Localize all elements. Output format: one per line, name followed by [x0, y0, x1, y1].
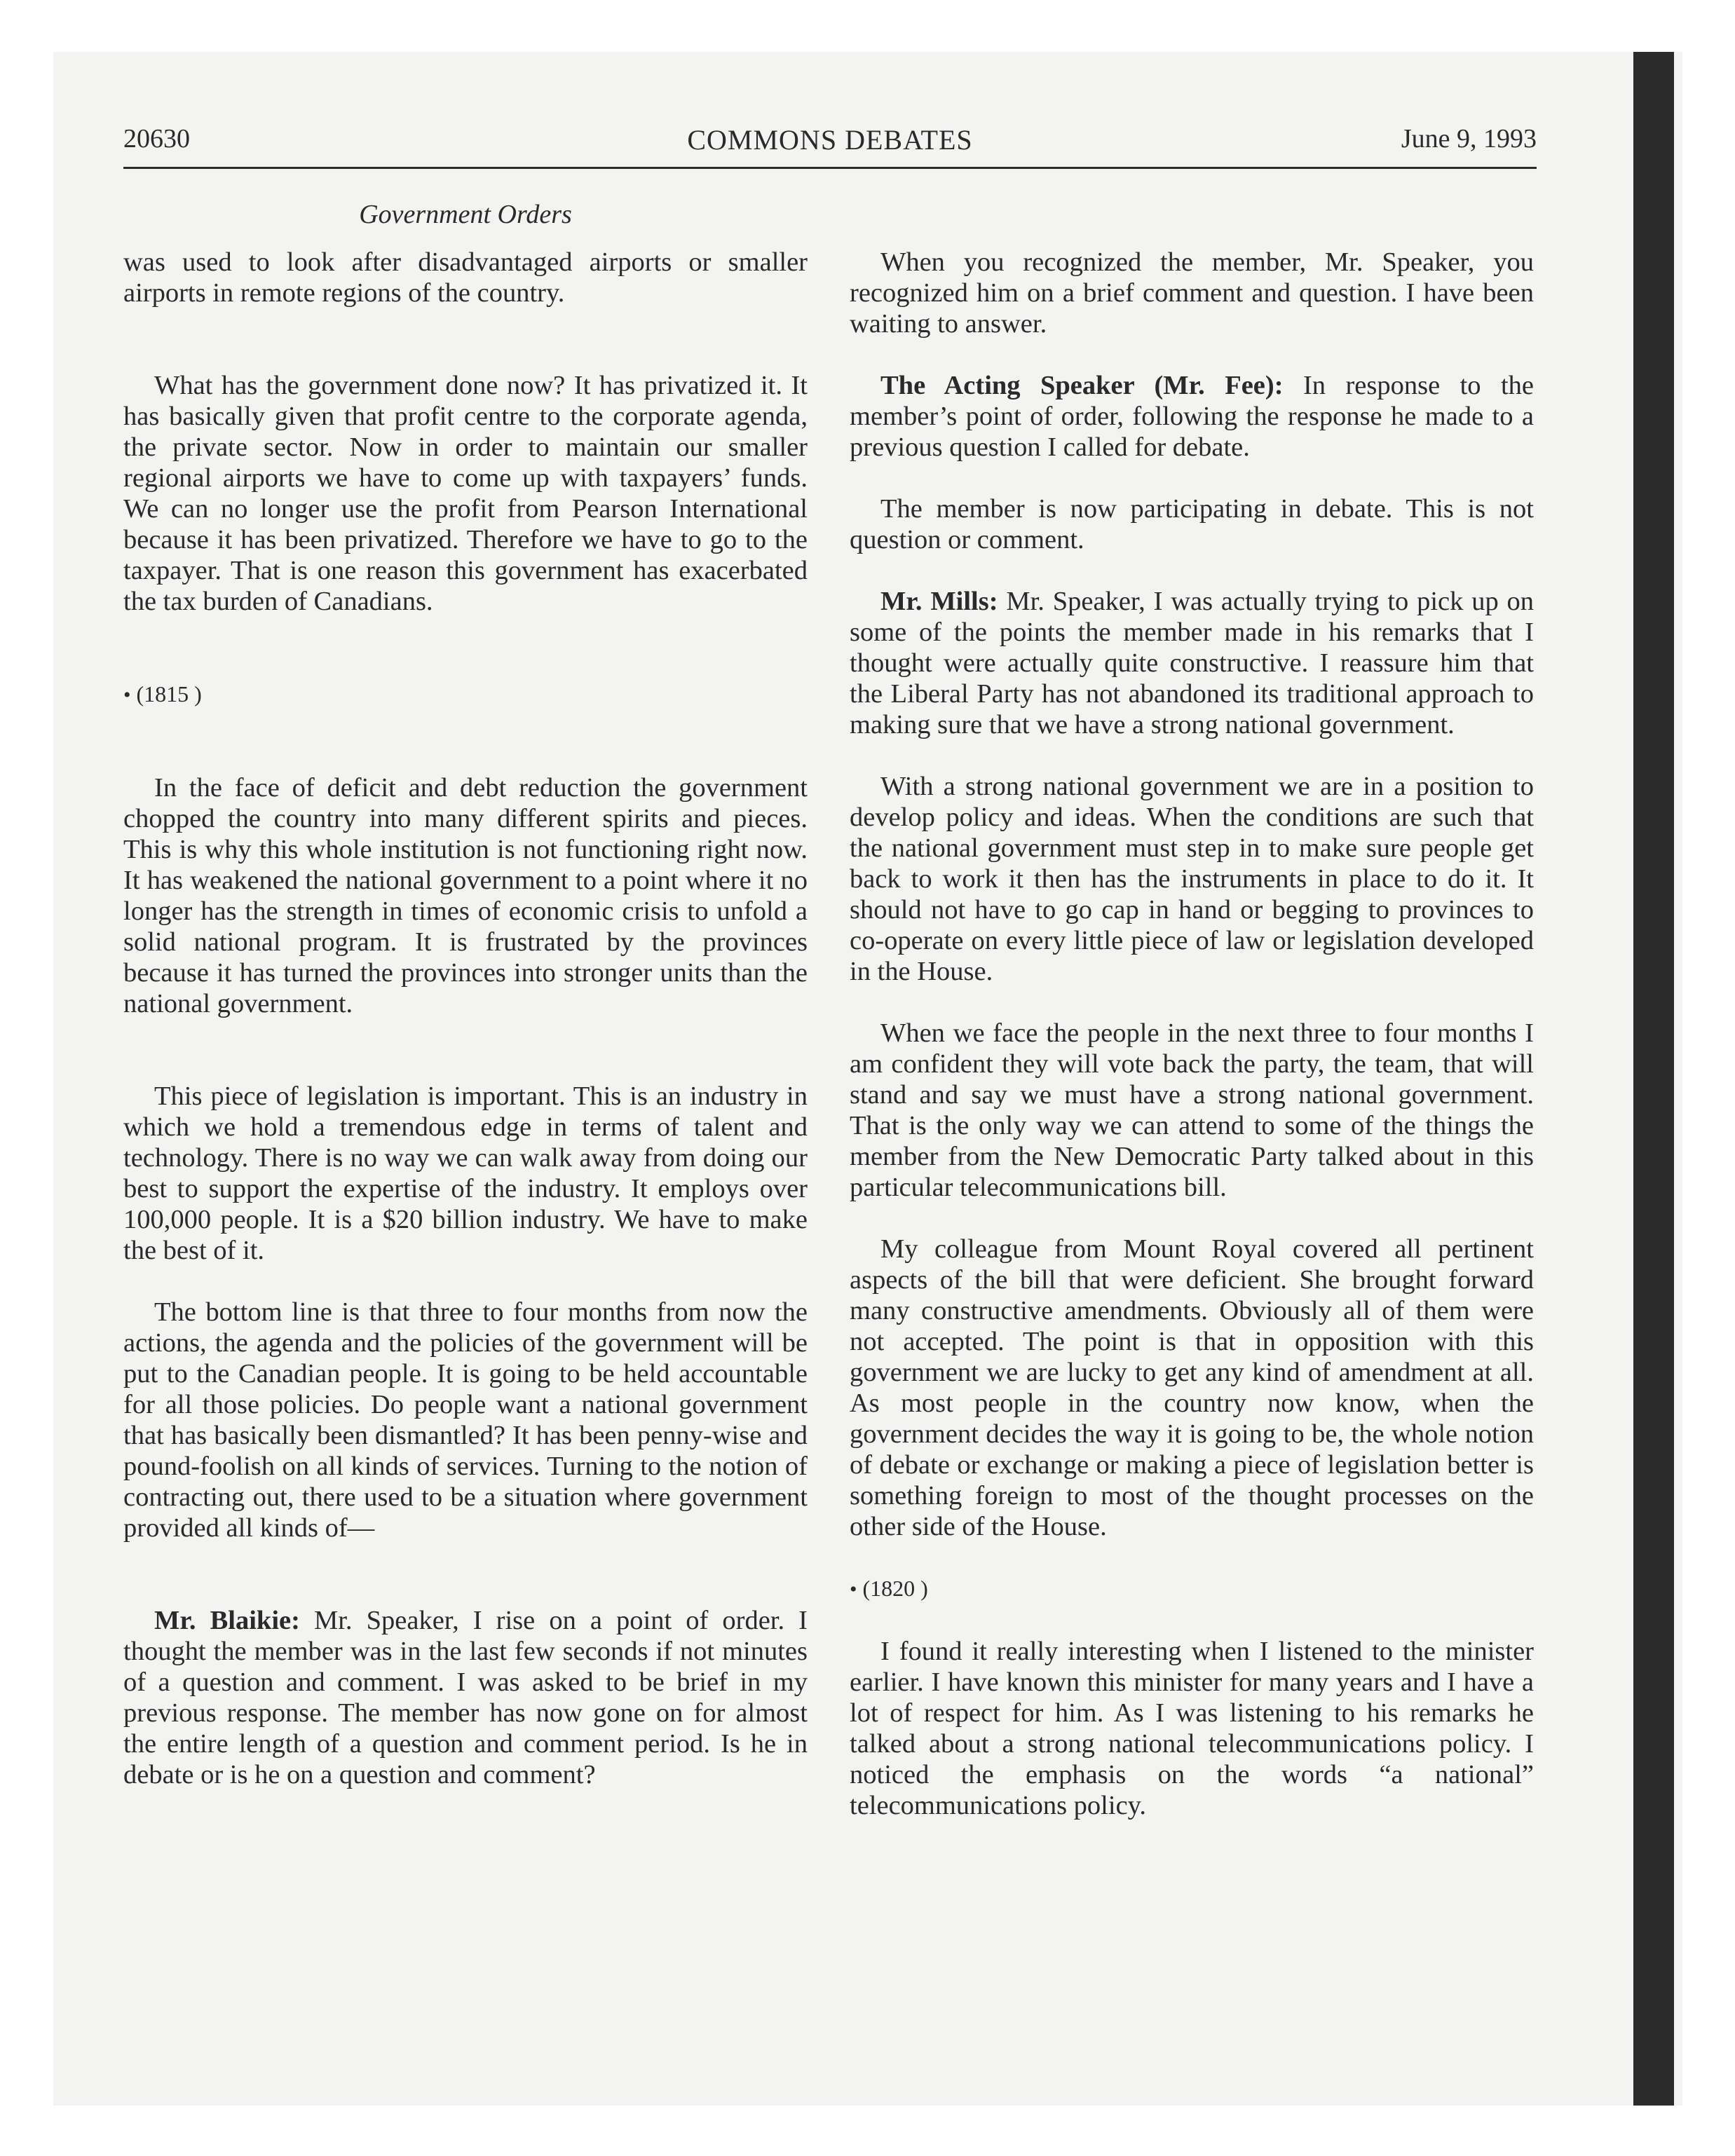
- bullet-icon: •: [850, 1578, 857, 1601]
- speaker-name: Mr. Blaikie:: [154, 1606, 300, 1635]
- time-marker-label: (1815 ): [136, 681, 202, 707]
- left-column: [123, 247, 808, 1821]
- paragraph: My colleague from Mount Royal covered all pertinent aspects of the bill that were deficient. She brought forward many constructive amendments. Obviously all of them were not accepted. The point is that in opposition with this government we are lucky to get any kind of amendment at all. As most people in the country now know, when the government decides the way it is going to be, the whole notion of debate or exchange or making a piece of legislation better is something foreign to most of the thought processes on the other side of the House.: [850, 1234, 1534, 1541]
- paragraph: This piece of legislation is important. This is an industry in which we hold a tremendous edge in terms of talent and technology. There is no way we can walk away from doing our best to support the expertise of the industry. It employs over 100,000 people. It is a $20 billion industry. We have to make the best of it.: [123, 1082, 808, 1265]
- bullet-icon: •: [123, 683, 131, 707]
- paragraph: was used to look after disadvantaged airports or smaller airports in remote regions of the country.: [123, 247, 808, 308]
- page-header: [123, 123, 1537, 169]
- speaker-name: The Acting Speaker (Mr. Fee):: [880, 371, 1284, 400]
- speech-text: Mr. Speaker, I was actually trying to pick up on some of the points the member made in his remarks that I thought were actually quite constructive. I reassure him that the Liberal Party has not abandoned its traditional approach to making sure that we have a strong national government.: [850, 587, 1534, 739]
- speaker-name: Mr. Mills:: [880, 587, 998, 616]
- time-marker: [123, 678, 808, 711]
- speech-text: Mr. Speaker, I rise on a point of order. I thought the member was in the last few seconds if not minutes of a question and comment. I was asked to be brief in my previous response. The member has now gone on for almost the entire length of a question and comment period. Is he in debate or is he on a question and comment?: [123, 1606, 808, 1789]
- paragraph: When you recognized the member, Mr. Speaker, you recognized him on a brief comment and question. I have been waiting to answer.: [850, 247, 1534, 339]
- paragraph: I found it really interesting when I listened to the minister earlier. I have known this minister for many years and I have a lot of respect for him. As I was listening to his remarks he talked about a strong national telecommunications policy. I noticed the emphasis on the words “a national” telecommunications policy.: [850, 1637, 1534, 1820]
- paragraph: What has the government done now? It has privatized it. It has basically given that profit centre to the corporate agenda, the private sector. Now in order to maintain our smaller regional airports we have to come up with taxpayers’ funds. We can no longer use the profit from Pearson International because it has been privatized. Therefore we have to go to the taxpayer. That is one reason this government has exacerbated the tax burden of Canadians.: [123, 371, 808, 616]
- paragraph: The member is now participating in debate. This is not question or comment.: [850, 494, 1534, 554]
- paragraph: When we face the people in the next three to four months I am confident they will vote back the party, the team, that will stand and say we must have a strong national government. That is the only way we can attend to some of the things the member from the New Democratic Party talked about in this particular telecommunications bill.: [850, 1018, 1534, 1202]
- scan-edge-shadow: [1633, 52, 1674, 2106]
- paragraph: With a strong national government we are in a position to develop policy and ideas. When the conditions are such that the national government must step in to make sure people get back to work it then has the instruments in place to do it. It should not have to go cap in hand or begging to provinces to co-operate on every little piece of law or legislation developed in the House.: [850, 772, 1534, 986]
- paragraph: [123, 1605, 808, 1790]
- issue-date: June 9, 1993: [1401, 124, 1537, 153]
- time-marker: [850, 1573, 1534, 1605]
- paragraph: [850, 370, 1534, 463]
- publication-title: COMMONS DEBATES: [687, 124, 973, 156]
- speech-text: In response to the member’s point of order, following the response he made to a previous question I called for debate.: [850, 371, 1534, 462]
- page-number: 20630: [123, 124, 190, 153]
- right-column: [850, 247, 1534, 1852]
- section-title: Government Orders: [359, 200, 572, 229]
- paragraph: [850, 586, 1534, 740]
- paragraph: The bottom line is that three to four months from now the actions, the agenda and the policies of the government will be put to the Canadian people. It is going to be held accountable for all those policies. Do people want a national government that has basically been dismantled? It has been penny-wise and pound-foolish on all kinds of services. Turning to the notion of contracting out, there used to be a situation where government provided all kinds of—: [123, 1297, 808, 1543]
- time-marker-label: (1820 ): [862, 1576, 928, 1601]
- paragraph: In the face of deficit and debt reduction the government chopped the country into many different spirits and pieces. This is why this whole institution is not functioning right now. It has weakened the national government to a point where it no longer has the strength in times of economic crisis to unfold a solid national program. It is frustrated by the provinces because it has turned the provinces into stronger units than the national government.: [123, 773, 808, 1018]
